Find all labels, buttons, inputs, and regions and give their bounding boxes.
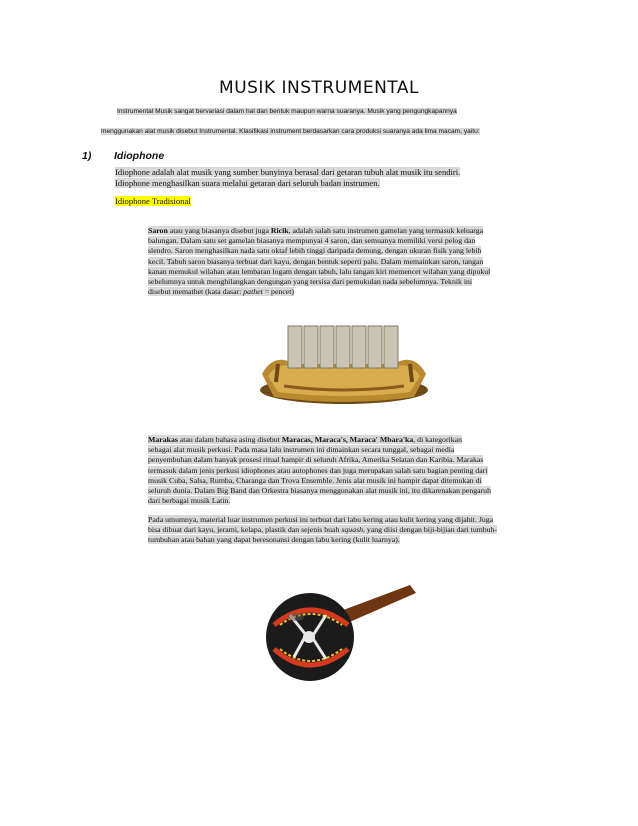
saron-image bbox=[254, 312, 434, 412]
saron-paragraph: Saron atau yang biasanya disebut juga Ricik, adalah salah satu instrumen gamelan yang termasuk keluarga balungan. Dalam satu set gamelan biasanya mempunyai 4 saron, dan semuanya memiliki versi pelog dan slendro. Saron menghasilkan nada satu oktaf lebih tinggi daripada demung, dengan ukuran fisik yang lebih kecil. Tabuh saron biasanya terbuat dari kayu, dengan bentuk seperti palu. Dalam memainkan saron, tangan kanan memukul wilahan atau lembaran logam dengan tabuh, lalu tangan kiri memencet wilahan yang dipukul sebelumnya untuk menghilangkan dengungan yang tersisa dari pemukulan nada sebelumnya. Teknik ini disebut memathet (kata dasar: pathet = pencet) bbox=[148, 226, 491, 297]
marakas-paragraph: Marakas atau dalam bahasa asing disebut Maracas, Maraca's, Maraca' Mbara'ka, di kategorikan sebagai alat musik perkusi. Pada masa lalu instrumen ini dimainkan secara tunggal, sebagai media penyembuhan dalam banyak prosesi ritual hampir di seluruh Afrika, Amerika Selatan dan Karibia. Marakas termasuk dalam jenis perkusi idiophones atau autophones dan juga merupakan salah satu bagian penting dari musik Cuba, Salsa, Rumba, Charanga dan Trova Ensemble. Jenis alat musik ini hampir dapat ditemukan di seluruh dunia. Dalam Big Band dan Orkestra biasanya menggunakan alat musik ini, itu dikarenakan pengaruh dari berbagai musik Latin. bbox=[148, 435, 491, 506]
marakas-material-paragraph: Pada umumnya, material luar instrumen perkusi ini terbuat dari labu kering atau kulit kering yang dijahit. Juga bisa dibuat dari kayu, jerami, kelapa, plastik dan sejenis buah squash, yang diisi dengan biji-bijian dari tumbuh- tumbuhan atau bahan yang dapat beresonansi dengan labu kering (kulit luarnya). bbox=[148, 515, 498, 545]
definition-paragraph: Idiophone adalah alat musik yang sumber bunyinya berasal dari getaran tubuh alat musik itu sendiri. Idiophone menghasilkan suara melalui getaran dari seluruh badan instrumen. bbox=[115, 167, 461, 188]
section-title: Idiophone bbox=[114, 150, 165, 162]
intro-line-2: menggunakan alat musik disebut Instrumental. Klasifikasi instrument berdasarkan cara produksi suaranya ada lima macam, yaitu: bbox=[101, 128, 480, 135]
section-number: 1) bbox=[82, 150, 92, 162]
section-heading bbox=[82, 150, 164, 162]
intro-line-1: Instrumental Musik sangat bervariasi dalam hal dan bentuk maupun warna suaranya. Musik yang pengungkapannya bbox=[117, 108, 457, 115]
saron-term: Saron bbox=[148, 226, 168, 235]
ricik-term: Ricik bbox=[270, 226, 289, 235]
subheading-idiophone-tradisional: Idiophone Tradisional bbox=[115, 196, 191, 206]
marakas-term: Marakas bbox=[148, 435, 178, 444]
maraca-image bbox=[260, 565, 420, 695]
page-title: MUSIK INSTRUMENTAL bbox=[219, 78, 419, 98]
maracas-names: Maracas, Maraca's, Maraca' Mbara'ka bbox=[281, 435, 414, 444]
